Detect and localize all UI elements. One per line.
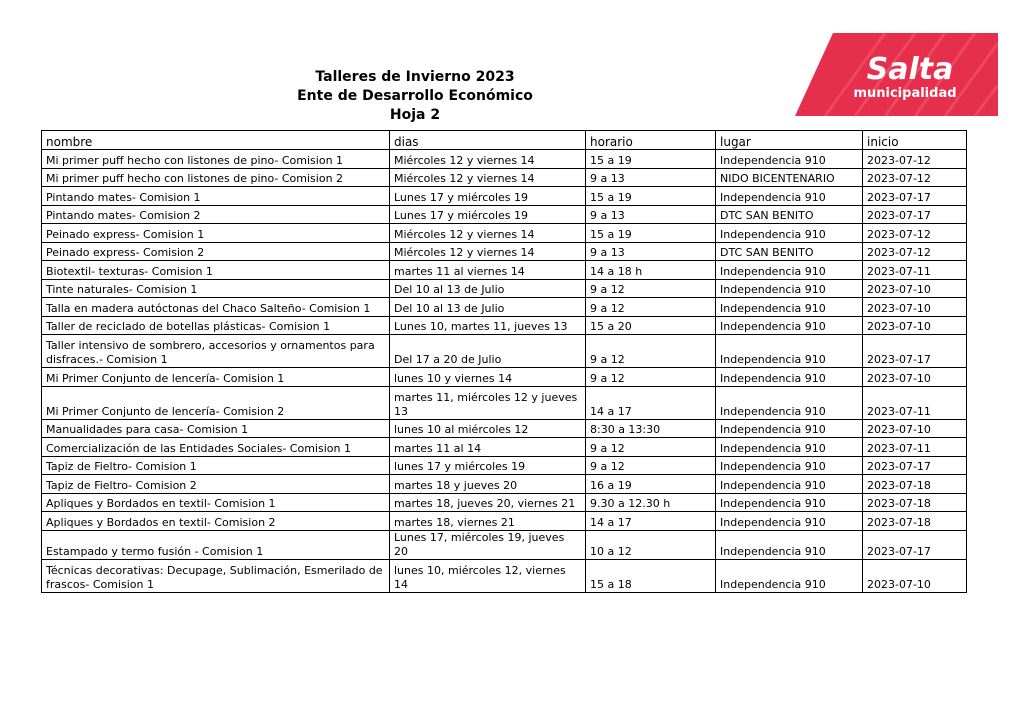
cell-lugar: DTC SAN BENITO <box>716 205 863 224</box>
cell-lugar: DTC SAN BENITO <box>716 242 863 261</box>
cell-nombre: Tapiz de Fieltro- Comision 2 <box>42 475 390 494</box>
cell-nombre: Peinado express- Comision 2 <box>42 242 390 261</box>
cell-horario: 10 a 12 <box>586 530 716 559</box>
column-header-nombre: nombre <box>42 131 390 150</box>
cell-dias: martes 11 al viernes 14 <box>390 261 586 280</box>
cell-dias: Lunes 17 y miércoles 19 <box>390 205 586 224</box>
cell-nombre: Mi Primer Conjunto de lencería- Comision 2 <box>42 386 390 419</box>
table-row <box>42 242 967 261</box>
cell-dias: martes 11, miércoles 12 y jueves 13 <box>390 386 586 419</box>
cell-horario: 16 a 19 <box>586 475 716 494</box>
cell-horario: 9 a 12 <box>586 279 716 298</box>
cell-inicio: 2023-07-18 <box>863 475 967 494</box>
cell-nombre: Biotextil- texturas- Comision 1 <box>42 261 390 280</box>
cell-nombre: Apliques y Bordados en textil- Comision 2 <box>42 512 390 531</box>
cell-dias: lunes 10 al miércoles 12 <box>390 419 586 438</box>
cell-horario: 9 a 13 <box>586 242 716 261</box>
cell-dias: Miércoles 12 y viernes 14 <box>390 224 586 243</box>
cell-lugar: Independencia 910 <box>716 419 863 438</box>
cell-lugar: Independencia 910 <box>716 298 863 317</box>
table-row <box>42 456 967 475</box>
cell-inicio: 2023-07-10 <box>863 419 967 438</box>
cell-nombre: Taller de reciclado de botellas plásticas- Comision 1 <box>42 316 390 335</box>
cell-dias: martes 18, jueves 20, viernes 21 <box>390 493 586 512</box>
cell-dias: lunes 10, miércoles 12, viernes 14 <box>390 559 586 592</box>
cell-lugar: Independencia 910 <box>716 261 863 280</box>
table-row <box>42 168 967 187</box>
cell-lugar: Independencia 910 <box>716 279 863 298</box>
cell-lugar: Independencia 910 <box>716 530 863 559</box>
cell-lugar: Independencia 910 <box>716 386 863 419</box>
table-row <box>42 368 967 387</box>
cell-inicio: 2023-07-18 <box>863 512 967 531</box>
cell-dias: Miércoles 12 y viernes 14 <box>390 168 586 187</box>
cell-dias: martes 18 y jueves 20 <box>390 475 586 494</box>
column-header-dias: dias <box>390 131 586 150</box>
cell-inicio: 2023-07-17 <box>863 205 967 224</box>
table-row <box>42 316 967 335</box>
cell-lugar: Independencia 910 <box>716 559 863 592</box>
cell-dias: Miércoles 12 y viernes 14 <box>390 242 586 261</box>
cell-nombre: Mi Primer Conjunto de lencería- Comision 1 <box>42 368 390 387</box>
cell-inicio: 2023-07-11 <box>863 438 967 457</box>
cell-dias: Lunes 10, martes 11, jueves 13 <box>390 316 586 335</box>
cell-lugar: Independencia 910 <box>716 224 863 243</box>
cell-horario: 14 a 18 h <box>586 261 716 280</box>
column-header-lugar: lugar <box>716 131 863 150</box>
cell-dias: lunes 10 y viernes 14 <box>390 368 586 387</box>
cell-lugar: Independencia 910 <box>716 335 863 368</box>
cell-dias: Del 10 al 13 de Julio <box>390 279 586 298</box>
logo-word: Salta <box>866 52 954 87</box>
column-header-horario: horario <box>586 131 716 150</box>
cell-dias: martes 18, viernes 21 <box>390 512 586 531</box>
table-row <box>42 530 967 559</box>
table-row <box>42 187 967 206</box>
table-row <box>42 335 967 368</box>
cell-lugar: Independencia 910 <box>716 438 863 457</box>
table-row <box>42 279 967 298</box>
cell-horario: 15 a 19 <box>586 224 716 243</box>
cell-horario: 9 a 12 <box>586 335 716 368</box>
document-subtitle: Ente de Desarrollo Económico <box>297 88 533 104</box>
cell-horario: 9 a 12 <box>586 368 716 387</box>
cell-nombre: Mi primer puff hecho con listones de pino- Comision 2 <box>42 168 390 187</box>
cell-inicio: 2023-07-17 <box>863 335 967 368</box>
cell-inicio: 2023-07-11 <box>863 386 967 419</box>
cell-horario: 8:30 a 13:30 <box>586 419 716 438</box>
cell-nombre: Técnicas decorativas: Decupage, Sublimación, Esmerilado de frascos- Comision 1 <box>42 559 390 592</box>
table-row <box>42 475 967 494</box>
cell-lugar: Independencia 910 <box>716 512 863 531</box>
cell-horario: 14 a 17 <box>586 386 716 419</box>
cell-nombre: Taller intensivo de sombrero, accesorios y ornamentos para disfraces.- Comision 1 <box>42 335 390 368</box>
cell-inicio: 2023-07-12 <box>863 168 967 187</box>
cell-nombre: Tapiz de Fieltro- Comision 1 <box>42 456 390 475</box>
cell-inicio: 2023-07-10 <box>863 368 967 387</box>
cell-lugar: Independencia 910 <box>716 493 863 512</box>
cell-inicio: 2023-07-12 <box>863 242 967 261</box>
cell-dias: Del 10 al 13 de Julio <box>390 298 586 317</box>
cell-horario: 15 a 18 <box>586 559 716 592</box>
cell-nombre: Apliques y Bordados en textil- Comision 1 <box>42 493 390 512</box>
table-header-row <box>42 131 967 150</box>
cell-inicio: 2023-07-17 <box>863 530 967 559</box>
cell-lugar: Independencia 910 <box>716 187 863 206</box>
cell-dias: Lunes 17 y miércoles 19 <box>390 187 586 206</box>
cell-dias: Lunes 17, miércoles 19, jueves 20 <box>390 530 586 559</box>
cell-horario: 14 a 17 <box>586 512 716 531</box>
cell-dias: martes 11 al 14 <box>390 438 586 457</box>
cell-inicio: 2023-07-10 <box>863 279 967 298</box>
document-title-block <box>240 68 590 125</box>
table-body <box>42 150 967 593</box>
salta-municipalidad-logo <box>795 33 998 116</box>
cell-horario: 9 a 13 <box>586 205 716 224</box>
table-row <box>42 493 967 512</box>
cell-lugar: Independencia 910 <box>716 475 863 494</box>
cell-lugar: Independencia 910 <box>716 150 863 169</box>
table-row <box>42 386 967 419</box>
cell-nombre: Comercialización de las Entidades Sociales- Comision 1 <box>42 438 390 457</box>
table-row <box>42 559 967 592</box>
cell-horario: 9 a 12 <box>586 456 716 475</box>
cell-inicio: 2023-07-10 <box>863 316 967 335</box>
column-header-inicio: inicio <box>863 131 967 150</box>
cell-inicio: 2023-07-10 <box>863 298 967 317</box>
cell-horario: 15 a 20 <box>586 316 716 335</box>
cell-nombre: Manualidades para casa- Comision 1 <box>42 419 390 438</box>
cell-horario: 15 a 19 <box>586 150 716 169</box>
table-row <box>42 224 967 243</box>
cell-lugar: Independencia 910 <box>716 456 863 475</box>
cell-nombre: Peinado express- Comision 1 <box>42 224 390 243</box>
cell-inicio: 2023-07-18 <box>863 493 967 512</box>
cell-nombre: Pintando mates- Comision 2 <box>42 205 390 224</box>
cell-nombre: Pintando mates- Comision 1 <box>42 187 390 206</box>
logo-subtitle: municipalidad <box>853 86 957 101</box>
cell-inicio: 2023-07-10 <box>863 559 967 592</box>
cell-nombre: Estampado y termo fusión - Comision 1 <box>42 530 390 559</box>
cell-lugar: Independencia 910 <box>716 368 863 387</box>
cell-inicio: 2023-07-17 <box>863 187 967 206</box>
document-title: Talleres de Invierno 2023 <box>315 69 515 85</box>
talleres-table <box>41 130 967 593</box>
cell-horario: 9 a 12 <box>586 438 716 457</box>
cell-inicio: 2023-07-12 <box>863 224 967 243</box>
cell-horario: 15 a 19 <box>586 187 716 206</box>
cell-horario: 9.30 a 12.30 h <box>586 493 716 512</box>
sheet-label: Hoja 2 <box>389 107 441 123</box>
cell-dias: lunes 17 y miércoles 19 <box>390 456 586 475</box>
table-row <box>42 205 967 224</box>
table-row <box>42 298 967 317</box>
table-row <box>42 438 967 457</box>
cell-nombre: Talla en madera autóctonas del Chaco Salteño- Comision 1 <box>42 298 390 317</box>
cell-nombre: Tinte naturales- Comision 1 <box>42 279 390 298</box>
cell-dias: Del 17 a 20 de Julio <box>390 335 586 368</box>
table-row <box>42 512 967 531</box>
cell-horario: 9 a 12 <box>586 298 716 317</box>
table-row <box>42 261 967 280</box>
cell-horario: 9 a 13 <box>586 168 716 187</box>
cell-inicio: 2023-07-12 <box>863 150 967 169</box>
cell-nombre: Mi primer puff hecho con listones de pino- Comision 1 <box>42 150 390 169</box>
table-row <box>42 419 967 438</box>
cell-inicio: 2023-07-11 <box>863 261 967 280</box>
cell-inicio: 2023-07-17 <box>863 456 967 475</box>
table-row <box>42 150 967 169</box>
cell-dias: Miércoles 12 y viernes 14 <box>390 150 586 169</box>
cell-lugar: NIDO BICENTENARIO <box>716 168 863 187</box>
cell-lugar: Independencia 910 <box>716 316 863 335</box>
